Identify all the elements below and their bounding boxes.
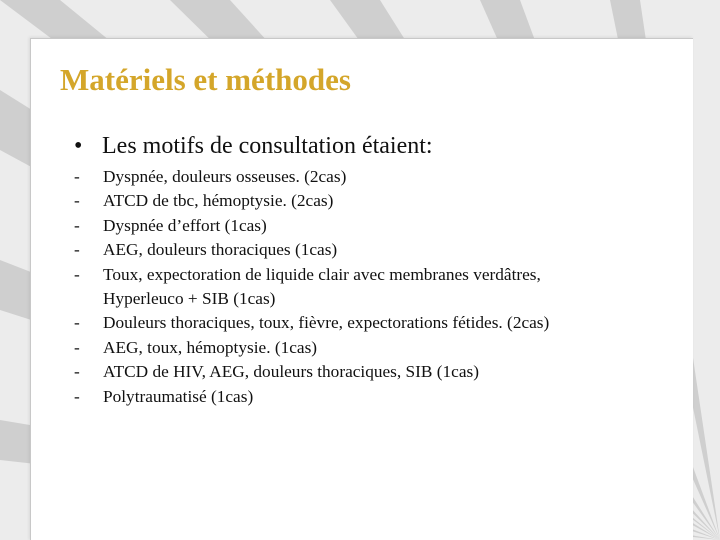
list-item-text: Polytraumatisé (1cas) [103,386,254,406]
dash-marker: - [74,337,80,357]
dash-marker: - [74,362,80,382]
lead-line [74,130,433,162]
dash-marker: - [74,240,80,260]
dash-marker: - [74,386,80,406]
dash-marker: - [74,167,80,186]
list-item [74,189,594,213]
dash-marker: - [74,191,80,211]
dash-marker: - [74,264,80,284]
list-item [74,385,594,409]
list-item [74,336,594,360]
list-item-text: AEG, toux, hémoptysie. (1cas) [103,337,318,357]
list-item-text: ATCD de tbc, hémoptysie. (2cas) [103,191,334,211]
list-item [74,360,594,384]
consultation-reasons-list [74,165,594,409]
dash-marker: - [74,215,80,235]
list-item-text: Douleurs thoraciques, toux, fièvre, expectorations fétides. (2cas) [103,313,550,333]
lead-text: Les motifs de consultation étaient: [102,133,433,159]
list-item-text: Toux, expectoration de liquide clair avec membranes verdâtres, Hyperleuco + SIB (1cas) [103,264,541,309]
list-item [74,263,594,312]
list-item-text: AEG, douleurs thoraciques (1cas) [103,240,338,260]
list-item [74,214,594,238]
list-item [74,165,594,189]
list-item [74,238,594,262]
list-item-text: ATCD de HIV, AEG, douleurs thoraciques, SIB (1cas) [103,362,479,382]
dash-marker: - [74,313,80,333]
list-item [74,311,594,335]
lead-bullet: • [74,133,83,159]
list-item-text: Dyspnée d’effort (1cas) [103,215,267,235]
list-item-text: Dyspnée, douleurs osseuses. (2cas) [103,167,347,186]
slide-title: Matériels et méthodes [60,62,351,97]
